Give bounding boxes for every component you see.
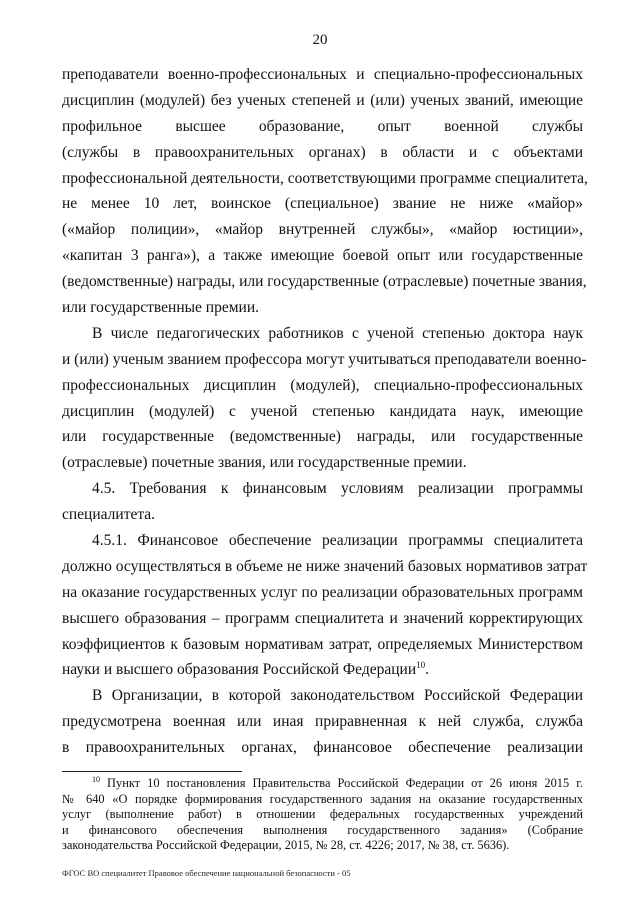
text-line: и (или) ученым званием профессора могут учитываться преподаватели военно- xyxy=(62,350,587,368)
section-heading-line: специалитета. xyxy=(62,506,156,524)
text-line: или государственные премии. xyxy=(62,299,259,317)
text-line: или государственные (ведомственные) награды, или государственные xyxy=(62,428,583,446)
text-line: (ведомственные) награды, или государственные (отраслевые) почетные звания, xyxy=(62,273,587,291)
text-line: профильное высшее образование, опыт военной службы xyxy=(62,117,583,135)
text-line: (отраслевые) почетные звания, или государственные премии. xyxy=(62,454,467,472)
footnote xyxy=(62,776,583,854)
text-line: коэффициентов к базовым нормативам затрат, определяемых Министерством xyxy=(62,635,583,653)
text-line: (службы в правоохранительных органах) в области и с объектами xyxy=(62,143,583,161)
footnote-line-text: Пункт 10 постановления Правительства Российской Федерации от 26 июня 2015 г. xyxy=(107,776,583,790)
page-number: 20 xyxy=(312,32,328,48)
text-line: профессиональных дисциплин (модулей), специально-профессиональных xyxy=(62,376,583,394)
text-line-content: науки и высшего образования Российской Федерации xyxy=(62,661,417,679)
footnote-marker: 10 xyxy=(92,774,100,784)
section-heading-line: 4.5. Требования к финансовым условиям реализации программы xyxy=(92,480,583,498)
text-line: В числе педагогических работников с ученой степенью доктора наук xyxy=(92,324,583,342)
footnote-line: законодательства Российской Федерации, 2015, № 28, ст. 4226; 2017, № 38, ст. 5636). xyxy=(62,838,510,853)
body-text xyxy=(62,62,588,761)
footnote-line: и финансового обеспечения выполнения государственного задания» (Собрание xyxy=(62,822,583,837)
footnote-separator xyxy=(62,771,242,772)
text-line: дисциплин (модулей) с ученой степенью кандидата наук, имеющие xyxy=(62,402,583,420)
text-line: должно осуществляться в объеме не ниже значений базовых нормативов затрат xyxy=(62,557,588,575)
text-line: высшего образования – программ специалитета и значений корректирующих xyxy=(62,609,583,627)
text-line: в правоохранительных органах, финансовое обеспечение реализации xyxy=(62,739,583,757)
text-line: на оказание государственных услуг по реализации образовательных программ xyxy=(62,583,583,601)
footnote-line xyxy=(62,776,583,792)
text-line: дисциплин (модулей) без ученых степеней и (или) ученых званий, имеющие xyxy=(62,91,583,109)
footnote-line: услуг (выполнение работ) в отношении федеральных государственных учреждений xyxy=(62,807,583,822)
line-period: . xyxy=(425,661,430,679)
page-footer: ФГОС ВО специалитет Правовое обеспечение национальной безопасности - 05 xyxy=(62,868,351,878)
text-line: преподаватели военно-профессиональных и специально-профессиональных xyxy=(62,66,583,83)
text-line: предусмотрена военная или иная приравненная к ней служба, служба xyxy=(62,713,583,731)
footnote-reference[interactable]: 10 xyxy=(416,660,426,671)
text-line xyxy=(62,657,583,683)
text-line: профессиональной деятельности, соответствующими программе специалитета, xyxy=(62,169,588,187)
footnote-line: № 640 «О порядке формирования государственного задания на оказание государственных xyxy=(62,791,583,806)
text-line: В Организации, в которой законодательством Российской Федерации xyxy=(92,687,583,705)
text-line: «капитан 3 ранга»), а также имеющие боевой опыт или государственные xyxy=(62,247,583,265)
text-line: («майор полиции», «майор внутренней службы», «майор юстиции», xyxy=(62,221,583,239)
text-line: не менее 10 лет, воинское (специальное) звание не ниже «майор» xyxy=(62,195,583,213)
text-line: 4.5.1. Финансовое обеспечение реализации программы специалитета xyxy=(92,532,583,550)
